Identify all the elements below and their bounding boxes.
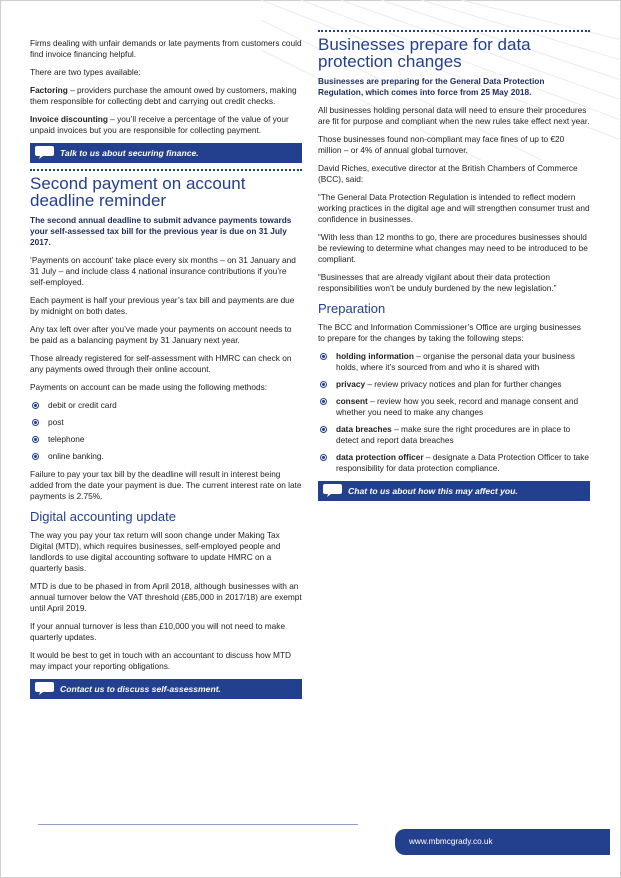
factoring-paragraph: [30, 85, 302, 107]
step-term: data protection officer: [336, 452, 424, 462]
list-item-text: debit or credit card: [48, 400, 117, 410]
left-column: [30, 38, 302, 705]
speech-bubble-icon: [35, 682, 54, 695]
invoice-discounting-text: – you’ll receive a percentage of the value of your unpaid invoices but you are responsible for collecting payment.: [30, 114, 289, 135]
step-text: – review how you seek, record and manage consent and whether you need to make any changes: [336, 396, 579, 417]
bullet-icon: [320, 398, 327, 405]
second-payment-lead: The second annual deadline to submit advance payments towards your self-assessed tax bill for the previous year is due on 31 July 2017.: [30, 215, 292, 247]
right-column: [318, 30, 590, 507]
second-payment-paragraph-1: ‘Payments on account’ take place every six months – on 31 January and 31 July – and include class 4 national insurance contributions if you’re self-employed.: [30, 255, 296, 287]
list-item-text: post: [48, 417, 64, 427]
preparation-intro: The BCC and Information Commissioner’s Office are urging businesses to prepare for the changes by taking the following steps:: [318, 322, 581, 343]
website-link[interactable]: www.mbmcgrady.co.uk: [395, 829, 610, 855]
second-payment-heading: Second payment on account deadline reminder: [30, 174, 246, 210]
step-text: – make sure the right procedures are in place to detect and report data breaches: [336, 424, 571, 445]
data-protection-heading: Businesses prepare for data protection changes: [318, 35, 531, 71]
invoice-discounting-term: Invoice discounting: [30, 114, 108, 124]
step-term: holding information: [336, 351, 414, 361]
payment-methods-intro: Payments on account can be made using the following methods:: [30, 382, 268, 392]
invoice-discounting-paragraph: [30, 114, 302, 136]
bullet-icon: [320, 353, 327, 360]
intro-types-paragraph: There are two types available:: [30, 67, 141, 77]
late-payment-paragraph: Failure to pay your tax bill by the deadline will result in interest being added from the date your payment is due. The current interest rate on late payments is 2.75%.: [30, 469, 302, 501]
bullet-icon: [32, 402, 39, 409]
digital-accounting-heading: Digital accounting update: [30, 509, 176, 524]
list-item: [318, 424, 590, 446]
data-protection-cta-button[interactable]: [318, 481, 590, 501]
data-protection-paragraph-2: Those businesses found non-compliant may face fines of up to €20 million – or 4% of annual global turnover.: [318, 134, 565, 155]
bullet-icon: [32, 419, 39, 426]
digital-paragraph-1: The way you pay your tax return will soon change under Making Tax Digital (MTD), which requires businesses, self-employed people and landlords to use digital accounting software to update HMRC on a quarterly basis.: [30, 530, 281, 573]
second-payment-paragraph-3: Any tax left over after you’ve made your payments on account needs to be paid as a balancing payment by 31 January next year.: [30, 324, 292, 345]
intro-paragraph: Firms dealing with unfair demands or late payments from customers could find invoice financing helpful.: [30, 38, 302, 59]
list-item: [30, 434, 302, 445]
self-assessment-cta-label: Contact us to discuss self-assessment.: [60, 684, 221, 694]
step-term: privacy: [336, 379, 366, 389]
bullet-icon: [320, 381, 327, 388]
list-item-text: online banking.: [48, 451, 104, 461]
finance-cta-button[interactable]: [30, 143, 302, 163]
quote-paragraph-2: “With less than 12 months to go, there are procedures businesses should be reviewing to determine what changes may need to be introduced to be compliant.: [318, 232, 588, 264]
data-protection-paragraph-1: All businesses holding personal data will need to ensure their procedures are fit for purpose and compliant when the new rules take effect next year.: [318, 105, 590, 126]
list-item-text: telephone: [48, 434, 85, 444]
step-text: – organise the personal data your business holds, where it’s sourced from and who it is shared with: [336, 351, 575, 372]
bullet-icon: [32, 453, 39, 460]
list-item: [318, 396, 590, 418]
digital-paragraph-4: It would be best to get in touch with an accountant to discuss how MTD may impact your reporting obligations.: [30, 650, 292, 671]
payment-methods-list: [30, 400, 302, 462]
data-protection-lead: Businesses are preparing for the General Data Protection Regulation, which comes into force from 25 May 2018.: [318, 76, 545, 97]
bullet-icon: [320, 454, 327, 461]
self-assessment-cta-button[interactable]: [30, 679, 302, 699]
list-item: [318, 379, 590, 390]
footer-divider: [38, 824, 358, 825]
data-protection-paragraph-3: David Riches, executive director at the British Chambers of Commerce (BCC), said:: [318, 163, 578, 184]
quote-paragraph-1: “The General Data Protection Regulation is intended to reflect modern working practices in the digital age and will strengthen consumer trust and confidence in businesses.: [318, 192, 590, 224]
list-item: [30, 451, 302, 462]
second-payment-paragraph-4: Those already registered for self-assessment with HMRC can check on any payments owed through their online account.: [30, 353, 292, 374]
preparation-steps-list: [318, 351, 590, 474]
speech-bubble-icon: [323, 484, 342, 497]
list-item: [318, 351, 590, 373]
preparation-heading: Preparation: [318, 301, 386, 316]
second-payment-paragraph-2: Each payment is half your previous year’s tax bill and payments are due by midnight on both dates.: [30, 295, 295, 316]
step-text: – review privacy notices and plan for further changes: [365, 379, 562, 389]
list-item: [318, 452, 590, 474]
list-item: [30, 417, 302, 428]
bullet-icon: [320, 426, 327, 433]
step-term: data breaches: [336, 424, 392, 434]
speech-bubble-icon: [35, 146, 54, 159]
quote-paragraph-3: “Businesses that are already vigilant about their data protection responsibilities won’t be unduly burdened by the new legislation.”: [318, 272, 557, 293]
list-item: [30, 400, 302, 411]
data-protection-cta-label: Chat to us about how this may affect you.: [348, 486, 518, 496]
digital-paragraph-2: MTD is due to be phased in from April 2018, although businesses with an annual turnover below the VAT threshold (£85,000 in 2017/18) are exempt until April 2019.: [30, 581, 302, 613]
step-term: consent: [336, 396, 368, 406]
section-divider: [318, 30, 590, 32]
factoring-term: Factoring: [30, 85, 68, 95]
step-text: – designate a Data Protection Officer to take responsibility for data protection compliance.: [336, 452, 590, 473]
section-divider: [30, 169, 302, 171]
bullet-icon: [32, 436, 39, 443]
digital-paragraph-3: If your annual turnover is less than £10,000 you will not need to make quarterly updates.: [30, 621, 286, 642]
finance-cta-label: Talk to us about securing finance.: [60, 148, 199, 158]
factoring-text: – providers purchase the amount owed by customers, making them responsible for collecting debt and carrying out credit checks.: [30, 85, 297, 106]
